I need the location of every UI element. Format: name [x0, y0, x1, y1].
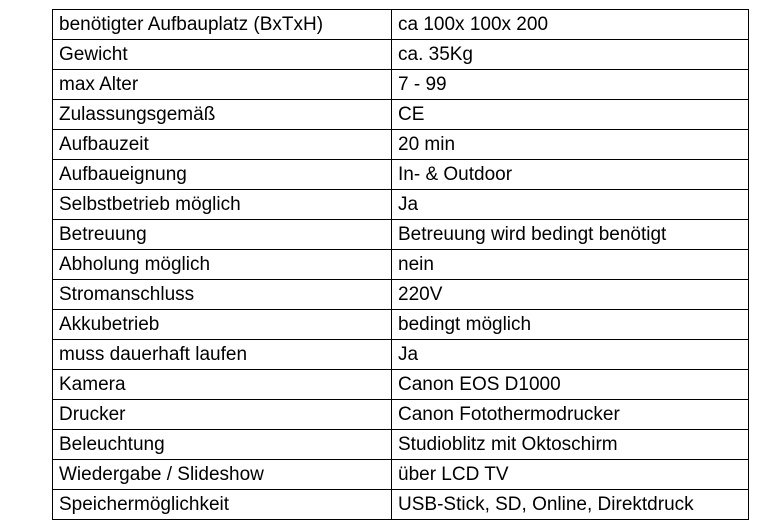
- spec-table: [52, 9, 749, 520]
- table-row: [53, 370, 749, 400]
- row-label: Speichermöglichkeit: [53, 490, 392, 520]
- row-value: Studioblitz mit Oktoschirm: [392, 430, 749, 460]
- table-row: [53, 430, 749, 460]
- table-row: [53, 340, 749, 370]
- row-value: USB-Stick, SD, Online, Direktdruck: [392, 490, 749, 520]
- row-label: Wiedergabe / Slideshow: [53, 460, 392, 490]
- row-label: benötigter Aufbauplatz (BxTxH): [53, 10, 392, 40]
- row-value: ca. 35Kg: [392, 40, 749, 70]
- table-row: [53, 160, 749, 190]
- row-label: Aufbaueignung: [53, 160, 392, 190]
- row-value: Ja: [392, 340, 749, 370]
- table-row: [53, 460, 749, 490]
- row-label: Zulassungsgemäß: [53, 100, 392, 130]
- row-value: ca 100x 100x 200: [392, 10, 749, 40]
- row-value: über LCD TV: [392, 460, 749, 490]
- row-value: 7 - 99: [392, 70, 749, 100]
- row-label: Stromanschluss: [53, 280, 392, 310]
- row-label: Kamera: [53, 370, 392, 400]
- row-label: Betreuung: [53, 220, 392, 250]
- table-row: [53, 250, 749, 280]
- table-row: [53, 310, 749, 340]
- row-value: bedingt möglich: [392, 310, 749, 340]
- spec-table-container: [52, 9, 749, 520]
- row-label: muss dauerhaft laufen: [53, 340, 392, 370]
- row-value: Canon EOS D1000: [392, 370, 749, 400]
- table-row: [53, 40, 749, 70]
- row-value: nein: [392, 250, 749, 280]
- row-label: Selbstbetrieb möglich: [53, 190, 392, 220]
- row-label: Beleuchtung: [53, 430, 392, 460]
- row-label: Akkubetrieb: [53, 310, 392, 340]
- row-value: Ja: [392, 190, 749, 220]
- row-label: Gewicht: [53, 40, 392, 70]
- row-value: In- & Outdoor: [392, 160, 749, 190]
- row-value: 20 min: [392, 130, 749, 160]
- row-value: Betreuung wird bedingt benötigt: [392, 220, 749, 250]
- row-label: Aufbauzeit: [53, 130, 392, 160]
- table-row: [53, 10, 749, 40]
- table-row: [53, 70, 749, 100]
- table-row: [53, 400, 749, 430]
- row-label: max Alter: [53, 70, 392, 100]
- table-row: [53, 100, 749, 130]
- row-label: Drucker: [53, 400, 392, 430]
- table-row: [53, 490, 749, 520]
- row-value: 220V: [392, 280, 749, 310]
- row-value: Canon Fotothermodrucker: [392, 400, 749, 430]
- table-row: [53, 280, 749, 310]
- table-row: [53, 190, 749, 220]
- row-label: Abholung möglich: [53, 250, 392, 280]
- table-row: [53, 220, 749, 250]
- table-row: [53, 130, 749, 160]
- row-value: CE: [392, 100, 749, 130]
